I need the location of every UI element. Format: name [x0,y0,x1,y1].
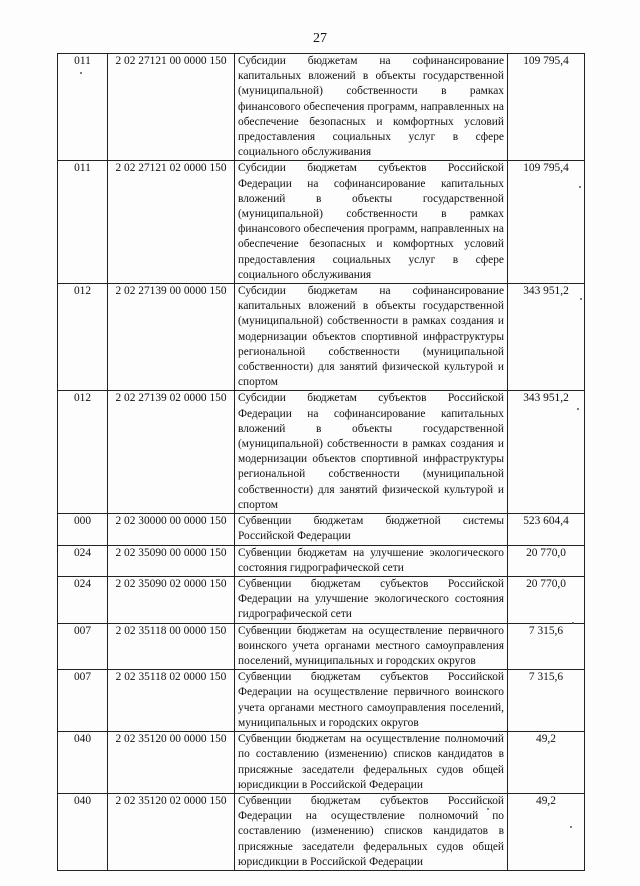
row-amount-cell: 343 951,2 [508,391,585,514]
row-kbk-cell: 2 02 27121 00 0000 150 [108,54,235,161]
row-code-cell: 007 [58,670,108,732]
table-row [58,793,585,870]
table-row [58,391,585,514]
row-name-cell: Субсидии бюджетам субъектов Российской Федерации на софинансирование капитальных вложений в объекты государственной (муниципальной) собственности в рамках финансового обеспечения программ, направленных на обеспечение безопасных и комфортных условий предоставления социальных услуг в сфере социального обслуживания [235,161,508,284]
row-code-cell: 040 [58,793,108,870]
row-kbk-cell: 2 02 35090 02 0000 150 [108,576,235,623]
row-amount-cell: 7 315,6 [508,623,585,670]
row-kbk-cell: 2 02 27139 00 0000 150 [108,284,235,391]
table-row [58,732,585,794]
row-name-cell: Субвенции бюджетам на осуществление первичного воинского учета органами местного самоуправления поселений, муниципальных и городских округов [235,623,508,670]
row-name-cell: Субсидии бюджетам на софинансирование капитальных вложений в объекты государственной (муниципальной) собственности в рамках финансового обеспечения программ, направленных на обеспечение безопасных и комфортных условий предоставления социальных услуг в сфере социального обслуживания [235,54,508,161]
row-kbk-cell: 2 02 35090 00 0000 150 [108,545,235,576]
row-amount-cell: 523 604,4 [508,514,585,545]
row-code-cell: 011 [58,54,108,161]
row-kbk-cell: 2 02 35118 00 0000 150 [108,623,235,670]
page-number: 27 [313,31,327,46]
table-row [58,284,585,391]
row-amount-cell: 20 770,0 [508,545,585,576]
row-name-cell: Субвенции бюджетам субъектов Российской Федерации на осуществление полномочий по составлению (изменению) списков кандидатов в присяжные заседатели федеральных судов общей юрисдикции в Российской Федерации [235,793,508,870]
row-code-cell: 024 [58,576,108,623]
row-code-cell: 024 [58,545,108,576]
row-kbk-cell: 2 02 35120 00 0000 150 [108,732,235,794]
scan-speck [579,186,581,188]
scan-speck [572,622,574,624]
budget-revenue-table [57,53,585,871]
row-code-cell: 011 [58,161,108,284]
row-code-cell: 007 [58,623,108,670]
scan-speck [580,298,582,300]
scan-speck [80,72,82,74]
row-amount-cell: 109 795,4 [508,161,585,284]
row-name-cell: Субвенции бюджетам на улучшение экологического состояния гидрографической сети [235,545,508,576]
table-row [58,514,585,545]
scan-speck [487,808,489,810]
row-amount-cell: 49,2 [508,732,585,794]
row-kbk-cell: 2 02 30000 00 0000 150 [108,514,235,545]
row-kbk-cell: 2 02 27139 02 0000 150 [108,391,235,514]
row-name-cell: Субвенции бюджетам субъектов Российской Федерации на улучшение экологического состояния гидрографической сети [235,576,508,623]
row-amount-cell: 7 315,6 [508,670,585,732]
row-code-cell: 012 [58,391,108,514]
row-name-cell: Субвенции бюджетам субъектов Российской Федерации на осуществление первичного воинского учета органами местного самоуправления поселений, муниципальных и городских округов [235,670,508,732]
row-code-cell: 012 [58,284,108,391]
table-row [58,161,585,284]
row-amount-cell: 20 770,0 [508,576,585,623]
scan-speck [577,408,579,410]
row-name-cell: Субвенции бюджетам бюджетной системы Российской Федерации [235,514,508,545]
row-name-cell: Субсидии бюджетам на софинансирование капитальных вложений в объекты государственной (муниципальной) собственности в рамках создания и модернизации объектов спортивной инфраструктуры региональной собственности (муниципальной собственности) для занятий физической культурой и спортом [235,284,508,391]
row-name-cell: Субвенции бюджетам на осуществление полномочий по составлению (изменению) списков кандидатов в присяжные заседатели федеральных судов общей юрисдикции в Российской Федерации [235,732,508,794]
row-amount-cell: 49,2 [508,793,585,870]
table-row [58,54,585,161]
scan-speck [570,826,572,828]
row-kbk-cell: 2 02 27121 02 0000 150 [108,161,235,284]
row-code-cell: 000 [58,514,108,545]
table-body [58,54,585,871]
row-code-cell: 040 [58,732,108,794]
table-row [58,576,585,623]
row-amount-cell: 343 951,2 [508,284,585,391]
row-kbk-cell: 2 02 35118 02 0000 150 [108,670,235,732]
table-row [58,623,585,670]
row-amount-cell: 109 795,4 [508,54,585,161]
table-row [58,545,585,576]
row-name-cell: Субсидии бюджетам субъектов Российской Федерации на софинансирование капитальных вложений в объекты государственной (муниципальной) собственности в рамках создания и модернизации объектов спортивной инфраструктуры региональной собственности (муниципальной собственности) для занятий физической культурой и спортом [235,391,508,514]
table-row [58,670,585,732]
row-kbk-cell: 2 02 35120 02 0000 150 [108,793,235,870]
